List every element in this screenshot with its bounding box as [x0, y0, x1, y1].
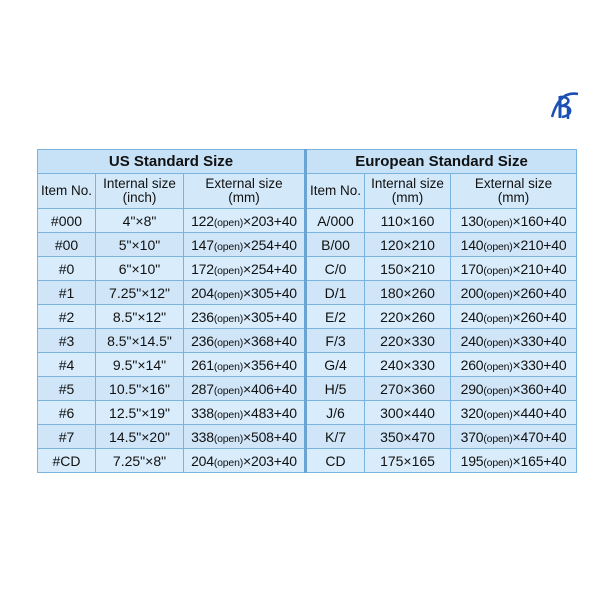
- us-item-no-cell: #00: [38, 233, 96, 257]
- eu-external-size-cell: 240(open)×330+40: [451, 329, 577, 353]
- us-internal-size-cell: 8.5"×12": [96, 305, 184, 329]
- table-row: [38, 209, 577, 233]
- table-row: [38, 329, 577, 353]
- us-internal-size-cell: 5"×10": [96, 233, 184, 257]
- eu-internal-size-cell: 110×160: [365, 209, 451, 233]
- us-internal-size-header: Internal size (inch): [96, 174, 184, 209]
- us-item-no-cell: #3: [38, 329, 96, 353]
- eu-external-size-cell: 290(open)×360+40: [451, 377, 577, 401]
- eu-item-no-cell: C/0: [306, 257, 365, 281]
- eu-internal-size-cell: 120×210: [365, 233, 451, 257]
- us-item-no-cell: #6: [38, 401, 96, 425]
- eu-item-no-cell: J/6: [306, 401, 365, 425]
- table-row: [38, 377, 577, 401]
- us-item-no-cell: #1: [38, 281, 96, 305]
- us-external-size-cell: 236(open)×305+40: [184, 305, 306, 329]
- table-row: [38, 401, 577, 425]
- us-internal-size-cell: 7.25"×12": [96, 281, 184, 305]
- eu-internal-size-cell: 300×440: [365, 401, 451, 425]
- eu-external-size-cell: 140(open)×210+40: [451, 233, 577, 257]
- us-internal-size-cell: 8.5"×14.5": [96, 329, 184, 353]
- table-row: [38, 257, 577, 281]
- eu-item-no-cell: CD: [306, 449, 365, 473]
- eu-internal-size-cell: 220×260: [365, 305, 451, 329]
- eu-internal-size-cell: 180×260: [365, 281, 451, 305]
- eu-internal-size-header: Internal size (mm): [365, 174, 451, 209]
- eu-external-size-cell: 195(open)×165+40: [451, 449, 577, 473]
- eu-item-no-header: Item No.: [306, 174, 365, 209]
- us-internal-size-cell: 9.5"×14": [96, 353, 184, 377]
- us-external-size-cell: 147(open)×254+40: [184, 233, 306, 257]
- eu-item-no-cell: A/000: [306, 209, 365, 233]
- eu-internal-size-cell: 150×210: [365, 257, 451, 281]
- eu-external-size-cell: 130(open)×160+40: [451, 209, 577, 233]
- eu-external-size-cell: 260(open)×330+40: [451, 353, 577, 377]
- eu-external-size-cell: 370(open)×470+40: [451, 425, 577, 449]
- us-item-no-cell: #0: [38, 257, 96, 281]
- us-item-no-cell: #000: [38, 209, 96, 233]
- us-item-no-cell: #4: [38, 353, 96, 377]
- eu-standard-title: European Standard Size: [306, 150, 577, 174]
- eu-internal-size-cell: 240×330: [365, 353, 451, 377]
- table-row: [38, 425, 577, 449]
- eu-item-no-cell: K/7: [306, 425, 365, 449]
- eu-internal-size-cell: 350×470: [365, 425, 451, 449]
- eu-item-no-cell: H/5: [306, 377, 365, 401]
- size-table: [37, 149, 577, 473]
- us-external-size-cell: 261(open)×356+40: [184, 353, 306, 377]
- eu-internal-size-cell: 175×165: [365, 449, 451, 473]
- us-standard-title: US Standard Size: [38, 150, 306, 174]
- us-internal-size-cell: 4"×8": [96, 209, 184, 233]
- us-internal-size-cell: 7.25"×8": [96, 449, 184, 473]
- table-row: [38, 233, 577, 257]
- us-internal-size-cell: 6"×10": [96, 257, 184, 281]
- company-logo-icon: [548, 88, 582, 122]
- eu-external-size-cell: 170(open)×210+40: [451, 257, 577, 281]
- eu-internal-size-cell: 270×360: [365, 377, 451, 401]
- eu-internal-size-cell: 220×330: [365, 329, 451, 353]
- eu-item-no-cell: F/3: [306, 329, 365, 353]
- eu-external-size-cell: 240(open)×260+40: [451, 305, 577, 329]
- us-internal-size-cell: 14.5"×20": [96, 425, 184, 449]
- us-external-size-cell: 287(open)×406+40: [184, 377, 306, 401]
- us-external-size-cell: 338(open)×508+40: [184, 425, 306, 449]
- us-item-no-cell: #7: [38, 425, 96, 449]
- us-external-size-cell: 338(open)×483+40: [184, 401, 306, 425]
- us-external-size-cell: 172(open)×254+40: [184, 257, 306, 281]
- table-row: [38, 353, 577, 377]
- us-item-no-cell: #CD: [38, 449, 96, 473]
- us-external-size-header: External size (mm): [184, 174, 306, 209]
- table-row: [38, 305, 577, 329]
- us-internal-size-cell: 10.5"×16": [96, 377, 184, 401]
- us-internal-size-cell: 12.5"×19": [96, 401, 184, 425]
- us-external-size-cell: 236(open)×368+40: [184, 329, 306, 353]
- eu-external-size-cell: 320(open)×440+40: [451, 401, 577, 425]
- eu-item-no-cell: B/00: [306, 233, 365, 257]
- eu-item-no-cell: D/1: [306, 281, 365, 305]
- us-item-no-header: Item No.: [38, 174, 96, 209]
- eu-external-size-cell: 200(open)×260+40: [451, 281, 577, 305]
- us-item-no-cell: #2: [38, 305, 96, 329]
- table-row: [38, 281, 577, 305]
- us-external-size-cell: 204(open)×305+40: [184, 281, 306, 305]
- us-item-no-cell: #5: [38, 377, 96, 401]
- us-external-size-cell: 204(open)×203+40: [184, 449, 306, 473]
- table-row: [38, 449, 577, 473]
- us-external-size-cell: 122(open)×203+40: [184, 209, 306, 233]
- eu-external-size-header: External size (mm): [451, 174, 577, 209]
- eu-item-no-cell: E/2: [306, 305, 365, 329]
- eu-item-no-cell: G/4: [306, 353, 365, 377]
